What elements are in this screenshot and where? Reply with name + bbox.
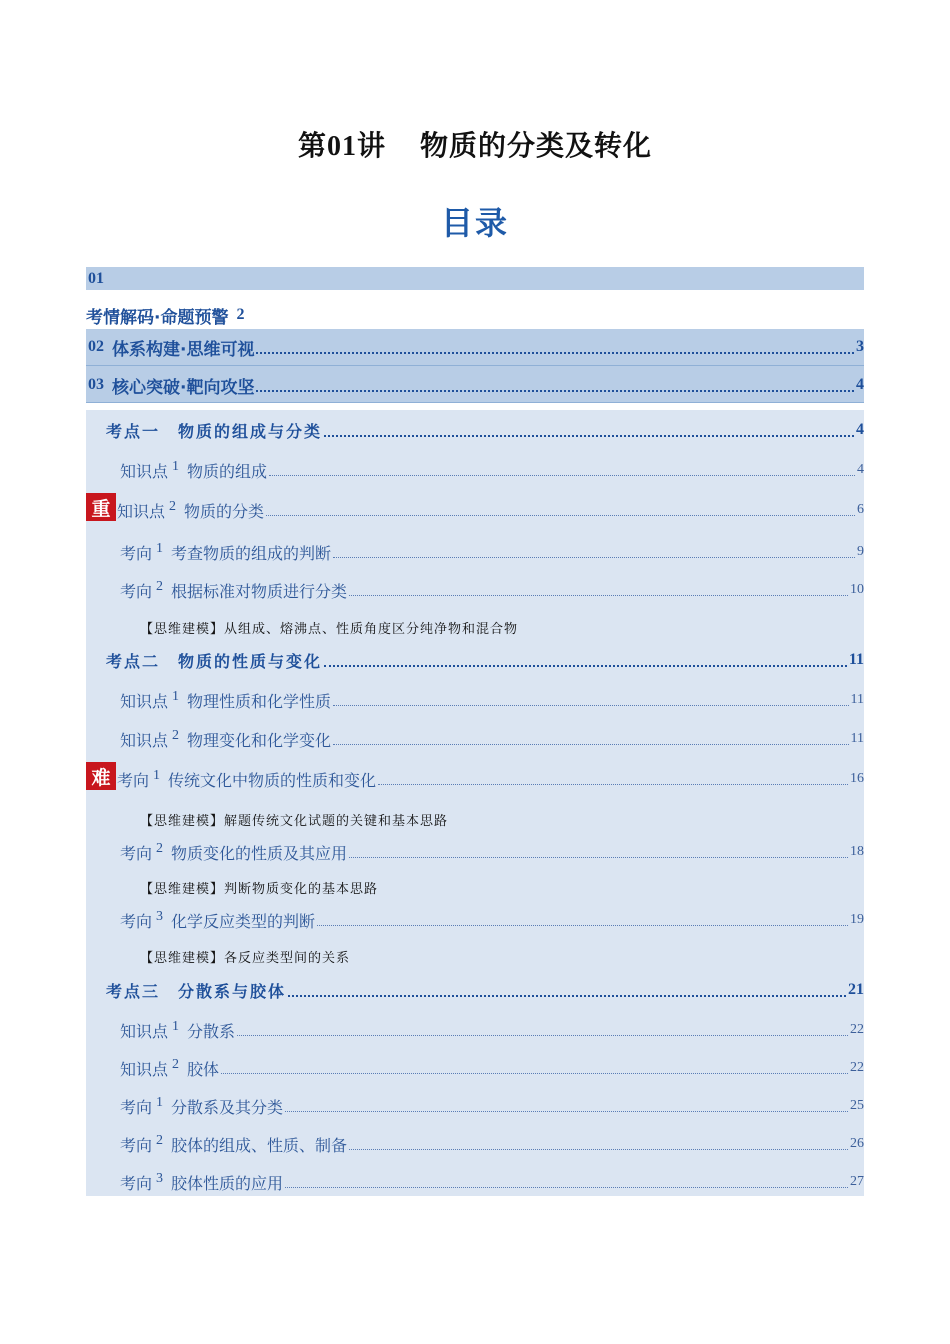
thinking-model-note: 【思维建模】从组成、熔沸点、性质角度区分纯净物和混合物 [140, 621, 519, 637]
toc-row-number: 1 [156, 541, 164, 556]
toc-row-prefix: 知识点 [120, 1021, 169, 1041]
toc-row-prefix: 考向 [120, 543, 153, 563]
section-02-num: 02 [88, 338, 104, 355]
toc-row-page: 11 [848, 651, 864, 668]
section-02-page: 3 [856, 338, 864, 355]
leader-dots [378, 784, 848, 785]
toc-row-page: 26 [850, 1136, 864, 1151]
toc-link-zhishidian-2[interactable] [120, 727, 864, 751]
toc-link-kaoxiang-3[interactable] [120, 908, 864, 932]
toc-row-number: 1 [172, 459, 180, 474]
toc-row-label: 胶体 [187, 1059, 220, 1079]
leader-dots [317, 925, 848, 926]
toc-row-page: 25 [850, 1098, 864, 1113]
toc-row-label: 胶体性质的应用 [171, 1173, 284, 1193]
section-01-label: 考情解码·命题预警 [86, 307, 229, 328]
toc-row-number: 2 [156, 1133, 164, 1148]
toc-row-page: 11 [850, 731, 864, 746]
toc-row-prefix: 考向 [117, 770, 150, 790]
toc-link-zhishidian-1[interactable] [120, 688, 864, 712]
toc-row-prefix: 知识点 [120, 691, 169, 711]
toc-row-prefix: 考向 [120, 911, 153, 931]
toc-row-label: 物质的组成 [187, 461, 268, 481]
toc-row-label: 物理性质和化学性质 [187, 691, 332, 711]
toc-row-label: 化学反应类型的判断 [171, 911, 316, 931]
toc-row-label: 胶体的组成、性质、制备 [171, 1135, 348, 1155]
toc-row-prefix: 知识点 [120, 730, 169, 750]
toc-link-kaodian-1[interactable] [106, 418, 864, 442]
leader-dots [221, 1073, 848, 1074]
difficult-point-badge: 难 [86, 762, 116, 790]
toc-row-prefix: 考向 [120, 581, 153, 601]
toc-link-zhishidian-1[interactable] [120, 458, 864, 482]
leader-dots [324, 665, 847, 667]
leader-dots [349, 857, 848, 858]
toc-link-section-02[interactable] [86, 332, 864, 362]
toc-link-kaoxiang-2[interactable] [120, 1132, 864, 1156]
toc-link-section-03[interactable] [86, 370, 864, 400]
leader-dots [285, 1187, 848, 1188]
toc-row-label: 考点三 分散系与胶体 [106, 981, 287, 1001]
toc-row-label: 考点一 物质的组成与分类 [106, 421, 323, 441]
toc-row-number: 2 [156, 579, 164, 594]
toc-link-kaoxiang-1[interactable] [120, 540, 864, 564]
section-03-num: 03 [88, 376, 104, 393]
leader-dots [266, 515, 855, 516]
section-01-num: 01 [88, 270, 104, 287]
toc-row-page: 10 [850, 582, 864, 597]
leader-dots [333, 705, 848, 706]
toc-row-number: 1 [172, 689, 180, 704]
toc-link-kaodian-3[interactable] [106, 978, 864, 1002]
toc-row-label: 根据标准对物质进行分类 [171, 581, 348, 601]
toc-row-label: 物质变化的性质及其应用 [171, 843, 348, 863]
toc-row-prefix: 知识点 [120, 461, 169, 481]
key-point-badge: 重 [86, 493, 116, 521]
toc-row-number: 2 [169, 499, 177, 514]
toc-heading: 目录 [440, 204, 509, 242]
thinking-model-note: 【思维建模】判断物质变化的基本思路 [140, 881, 379, 897]
toc-row-page: 9 [857, 544, 864, 559]
toc-row-page: 4 [856, 421, 864, 438]
toc-row-number: 3 [156, 1171, 164, 1186]
title-text: 物质的分类及转化 [420, 129, 653, 162]
toc-row-page: 6 [857, 502, 864, 517]
toc-link-kaoxiang-1[interactable] [117, 767, 864, 791]
toc-link-kaoxiang-2[interactable] [120, 840, 864, 864]
toc-link-section-01[interactable] [86, 302, 864, 328]
toc-row-label: 考查物质的组成的判断 [171, 543, 332, 563]
leader-dots [256, 390, 854, 392]
toc-row-number: 1 [153, 768, 161, 783]
toc-row-prefix: 知识点 [120, 1059, 169, 1079]
leader-dots [349, 1149, 848, 1150]
toc-row-label: 分散系及其分类 [171, 1097, 284, 1117]
section-01-number-row [86, 268, 864, 290]
toc-link-zhishidian-2[interactable] [120, 1056, 864, 1080]
toc-link-kaoxiang-1[interactable] [120, 1094, 864, 1118]
toc-row-page: 4 [857, 462, 864, 477]
toc-row-page: 18 [850, 844, 864, 859]
toc-row-page: 21 [848, 981, 864, 998]
section-03-page: 4 [856, 376, 864, 393]
toc-row-prefix: 考向 [120, 843, 153, 863]
toc-row-number: 2 [172, 728, 180, 743]
toc-link-zhishidian-1[interactable] [120, 1018, 864, 1042]
title-prefix: 第 [297, 129, 327, 162]
toc-row-page: 22 [850, 1060, 864, 1075]
leader-dots [349, 595, 848, 596]
leader-dots [269, 475, 855, 476]
section-02-label: 体系构建·思维可视 [112, 339, 255, 360]
toc-row-label: 传统文化中物质的性质和变化 [168, 770, 377, 790]
thinking-model-note: 【思维建模】解题传统文化试题的关键和基本思路 [140, 813, 449, 829]
title-num: 01 [326, 131, 357, 162]
page-title [0, 124, 950, 164]
leader-dots [288, 995, 846, 997]
section-01-page: 2 [236, 306, 245, 323]
toc-link-zhishidian-2[interactable] [117, 498, 864, 522]
leader-dots [333, 744, 848, 745]
toc-row-prefix: 知识点 [117, 501, 166, 521]
toc-row-number: 1 [172, 1019, 180, 1034]
toc-row-number: 3 [156, 909, 164, 924]
leader-dots [256, 352, 854, 354]
toc-row-page: 27 [850, 1174, 864, 1189]
toc-row-number: 2 [172, 1057, 180, 1072]
toc-link-kaoxiang-3[interactable] [120, 1170, 864, 1194]
toc-row-page: 19 [850, 912, 864, 927]
title-mid: 讲 [356, 129, 386, 162]
toc-row-label: 分散系 [187, 1021, 236, 1041]
section-03-label: 核心突破·靶向攻坚 [112, 377, 255, 398]
thinking-model-note: 【思维建模】各反应类型间的关系 [140, 950, 351, 966]
leader-dots [285, 1111, 848, 1112]
toc-row-prefix: 考向 [120, 1097, 153, 1117]
toc-row-number: 2 [156, 841, 164, 856]
toc-row-prefix: 考向 [120, 1135, 153, 1155]
leader-dots [237, 1035, 848, 1036]
toc-row-label: 物理变化和化学变化 [187, 730, 332, 750]
toc-row-number: 1 [156, 1095, 164, 1110]
toc-row-page: 16 [850, 771, 864, 786]
toc-row-prefix: 考向 [120, 1173, 153, 1193]
toc-link-kaoxiang-2[interactable] [120, 578, 864, 602]
toc-row-label: 考点二 物质的性质与变化 [106, 651, 323, 671]
toc-row-label: 物质的分类 [184, 501, 265, 521]
toc-link-kaodian-2[interactable] [106, 648, 864, 672]
leader-dots [324, 435, 854, 437]
leader-dots [333, 557, 855, 558]
toc-row-page: 22 [850, 1022, 864, 1037]
toc-row-page: 11 [850, 692, 864, 707]
